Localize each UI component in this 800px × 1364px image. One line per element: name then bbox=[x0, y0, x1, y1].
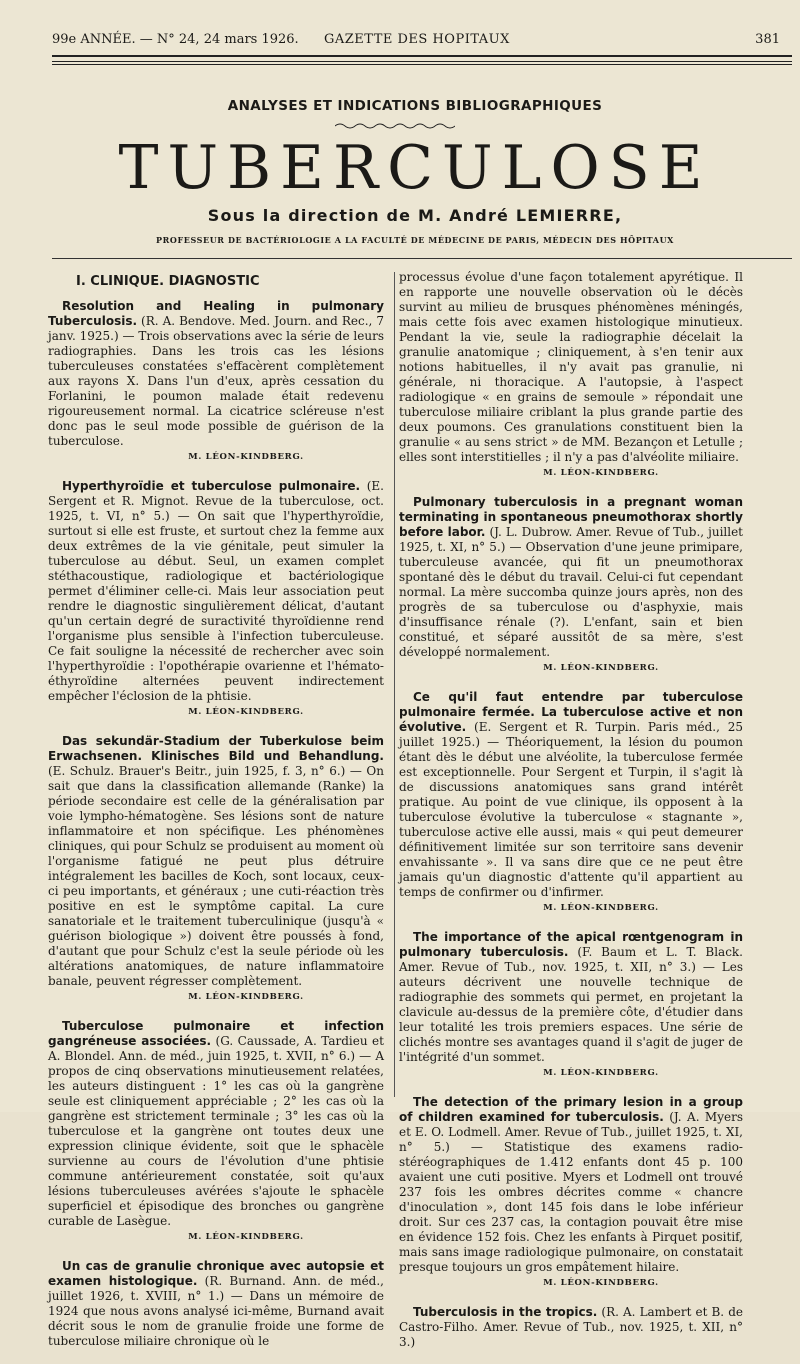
article-body: processus évolue d'une façon totalement apyrétique. Il en rapporte une nouvelle observation où le décès survint au milieu de brusques phénomènes méningés, mais cette fois avec examen histologique minutieux. Pendant la vie, seule la radiographie décelait la granulie anatomique ; cliniquement, à s'en tenir aux notions habituelles, il n'y avait pas granulie, ni générale, ni thoracique. A l'autopsie, à l'aspect radiologique « en grains de semoule » répondait une tuberculose miliaire criblant la plus grande partie des deux poumons. Ces granulations constituent bien la granulie « au sens strict » de MM. Bezançon et Letulle ; elles sont interstitielles ; il n'y a pas d'alvéolite miliaire. bbox=[399, 270, 743, 464]
article-body: (J. A. Myers et E. O. Lodmell. Amer. Revue of Tub., juillet 1925, t. XI, n° 5.) — Statistique des examens radio-stéréographiques de 1.412 enfants dont 45 p. 100 avaient une cuti positive. Myers et Lodmell ont trouvé 237 fois les ombres décrites comme « chancre d'inoculation », dont 145 fois dans le lobe inférieur droit. Sur ces 237 cas, la contagion pouvait être mise en évidence 152 fois. Chez les enfants à Pirquet positif, mais sans image radiologique pulmonaire, on constatait presque toujours un gros empâtement hilaire. bbox=[399, 1110, 743, 1274]
article-title: The importance of the apical rœntgenogram in pulmonary tuberculosis. bbox=[399, 930, 743, 959]
article bbox=[399, 270, 743, 481]
article-text bbox=[48, 1259, 384, 1349]
article-text bbox=[399, 1095, 743, 1275]
article-text bbox=[48, 734, 384, 989]
article-title: Resolution and Healing in pulmonary Tuberculosis. bbox=[48, 299, 384, 328]
article bbox=[399, 690, 743, 916]
article-body: (R. A. Lambert et B. de Castro-Filho. Amer. Revue of Tub., nov. 1925, t. XII, n° 3.) bbox=[399, 1305, 743, 1349]
article-title: Das sekundär-Stadium der Tuberkulose beim Erwachsenen. Klinisches Bild und Behandlung. bbox=[48, 734, 384, 763]
article-signature: M. LÉON-KINDBERG. bbox=[188, 992, 304, 1002]
article-body: (E. Sergent et R. Turpin. Paris méd., 25 juillet 1925.) — Théoriquement, la lésion du poumon étant dès le début une alvéolite, la tuberculose fermée est exceptionnelle. Pour Sergent et Turpin, il s'agit là de discussions anatomiques sans grand intérêt pratique. Au point de vue clinique, ils opposent à la tuberculose évolutive la tuberculose « stagnante », tuberculose active elle aussi, mais « qui peut demeurer définitivement limitée sur son territoire sans devenir envahissante ». Il va sans dire que ce ne peut être jamais qu'un diagnostic d'attente qu'il appartient au temps de confirmer ou d'infirmer. bbox=[399, 720, 743, 899]
article-text bbox=[399, 495, 743, 660]
article bbox=[399, 1095, 743, 1291]
wavy-divider bbox=[335, 122, 455, 130]
article-title: Hyperthyroïdie et tuberculose pulmonaire. bbox=[62, 479, 361, 493]
left-column bbox=[48, 270, 384, 1363]
article-body: (J. L. Dubrow. Amer. Revue of Tub., juillet 1925, t. XI, n° 5.) — Observation d'une jeune primipare, tuberculeuse avancée, qui fit un pneumothorax spontané dès le début du travail. Celui-ci fut cependant normal. La mère succomba quinze jours après, non des progrès de sa tuberculose ou d'asphyxie, mais d'insuffisance rénale (?). L'enfant, sain et bien constitué, et séparé aussitôt de sa mère, s'est développé normalement. bbox=[399, 525, 743, 659]
article-signature: M. LÉON-KINDBERG. bbox=[543, 468, 659, 478]
issue-info: 99e ANNÉE. — N° 24, 24 mars 1926. bbox=[52, 32, 299, 47]
section-title: ANALYSES ET INDICATIONS BIBLIOGRAPHIQUES bbox=[227, 98, 603, 114]
article-title: Tuberculosis in the tropics. bbox=[413, 1305, 598, 1319]
article-signature: M. LÉON-KINDBERG. bbox=[543, 1068, 659, 1078]
article-body: (E. Schulz. Brauer's Beitr., juin 1925, f. 3, n° 6.) — On sait que dans la classification allemande (Ranke) la période secondaire est celle de la généralisation par voie lympho-hématogène. Ses lésions sont de nature inflammatoire et non spécifique. Les phénomènes cliniques, qui pour Schulz se produisent au moment où l'organisme fatigué ne peut plus détruire intégralement les bacilles de Koch, sont locaux, ceux-ci peu importants, et généraux ; une cuti-réaction très positive en est le symptôme capital. La cure sanatoriale et le traitement tuberculinique (jusqu'à « guérison biologique ») doivent être poussés à fond, d'autant que pour Schulz c'est la seule période où les altérations anatomiques, de nature inflammatoire banale, peuvent régresser complètement. bbox=[48, 764, 384, 988]
article bbox=[48, 1019, 384, 1245]
article-signature: M. LÉON-KINDBERG. bbox=[543, 1278, 659, 1288]
article bbox=[399, 930, 743, 1081]
editor-line: Sous la direction de M. André LEMIERRE, bbox=[207, 206, 623, 225]
article-body: (E. Sergent et R. Mignot. Revue de la tuberculose, oct. 1925, t. VI, n° 5.) — On sait que l'hyperthyroïdie, surtout si elle est fruste, et surtout chez la femme aux deux extrêmes de la vie génitale, peut simuler la tuberculose au début. Seul, un examen complet stéthacoustique, radiologique et bactériologique permet d'éliminer celle-ci. Mais leur association peut rendre le diagnostic singulièrement délicat, d'autant qu'un certain degré de suractivité thyroïdienne rend l'organisme plus sensible à l'infection tuberculeuse. Ce fait souligne la nécessité de rechercher avec soin l'hyperthyroïdie : l'opothérapie ovarienne et l'hémato-éthyroïdine alternées peuvent indirectement empêcher l'éclosion de la phtisie. bbox=[48, 479, 384, 703]
article-text bbox=[48, 1019, 384, 1229]
article-text bbox=[399, 270, 743, 465]
title-rule bbox=[52, 258, 792, 259]
article-title: Pulmonary tuberculosis in a pregnant woman terminating in spontaneous pneumothorax shortly before labor. bbox=[399, 495, 743, 539]
article bbox=[399, 495, 743, 676]
main-title: TUBERCULOSE bbox=[118, 133, 712, 203]
article bbox=[399, 1305, 743, 1350]
article-title: Un cas de granulie chronique avec autopsie et examen histologique. bbox=[48, 1259, 384, 1288]
article bbox=[48, 299, 384, 465]
article bbox=[48, 479, 384, 720]
header-rule bbox=[52, 55, 792, 57]
article-title: Tuberculose pulmonaire et infection gangréneuse associées. bbox=[48, 1019, 384, 1048]
article-body: (F. Baum et L. T. Black. Amer. Revue of Tub., nov. 1925, t. XII, n° 3.) — Les auteurs décrivent une nouvelle technique de radiographie des sommets qui permet, en projetant la clavicule au-dessus de la première côte, d'étudier dans leur totalité les trois premiers espaces. Une série de clichés montre ses avantages quand il s'agit de juger de l'intégrité d'un sommet. bbox=[399, 945, 743, 1064]
article-text bbox=[399, 1305, 743, 1350]
article-body: (R. A. Bendove. Med. Journ. and Rec., 7 janv. 1925.) — Trois observations avec la série de leurs radiographies. Dans les trois cas les lésions tuberculeuses constatées s'effacèrent complètement aux rayons X. Dans l'un d'eux, après cessation du Forlanini, le poumon malade était redevenu rigoureusement normal. La cicatrice scléreuse n'est donc pas le seul mode possible de guérison de la tuberculose. bbox=[48, 314, 384, 448]
article-text bbox=[48, 479, 384, 704]
article bbox=[48, 734, 384, 1005]
journal-name: GAZETTE DES HOPITAUX bbox=[324, 32, 510, 47]
article-signature: M. LÉON-KINDBERG. bbox=[188, 452, 304, 462]
editor-affiliation: PROFESSEUR DE BACTÉRIOLOGIE A LA FACULTÉ DE MÉDECINE DE PARIS, MÉDECIN DES HÔPITAUX bbox=[156, 235, 674, 245]
running-header bbox=[52, 30, 780, 52]
article-signature: M. LÉON-KINDBERG. bbox=[188, 707, 304, 717]
article-body: (G. Caussade, A. Tardieu et A. Blondel. Ann. de méd., juin 1925, t. XVII, n° 6.) — A propos de cinq observations minutieusement relatées, les auteurs distinguent : 1° les cas où la gangrène seule est cliniquement appréciable ; 2° les cas où la gangrène est strictement terminale ; 3° les cas où la tuberculose et la gangrène ont toutes deux une expression clinique évidente, soit que le sphacèle survienne au cours de l'évolution d'une phtisie commune antérieurement constatée, soit qu'aux lésions tuberculeuses avérées s'ajoute le sphacèle superficiel et épisodique des bronches ou gangrène curable de Lasègue. bbox=[48, 1034, 384, 1228]
article-signature: M. LÉON-KINDBERG. bbox=[188, 1232, 304, 1242]
article-title: Ce qu'il faut entendre par tuberculose pulmonaire fermée. La tuberculose active et non évolutive. bbox=[399, 690, 743, 734]
subsection-heading: I. CLINIQUE. DIAGNOSTIC bbox=[76, 274, 260, 289]
article-body: (R. Burnand. Ann. de méd., juillet 1926, t. XVIII, n° 1.) — Dans un mémoire de 1924 que nous avons analysé ici-même, Burnand avait décrit sous le nom de granulie froide une forme de tuberculose miliaire chronique où le bbox=[48, 1274, 384, 1348]
right-column bbox=[399, 270, 743, 1364]
article-text bbox=[48, 299, 384, 449]
article bbox=[48, 1259, 384, 1349]
article-title: The detection of the primary lesion in a group of children examined for tuberculosis. bbox=[399, 1095, 743, 1124]
column-separator bbox=[394, 272, 395, 1097]
header-rule bbox=[52, 64, 792, 65]
article-signature: M. LÉON-KINDBERG. bbox=[543, 903, 659, 913]
article-text bbox=[399, 930, 743, 1065]
article-text bbox=[399, 690, 743, 900]
page-number: 381 bbox=[755, 32, 780, 47]
header-rule bbox=[52, 61, 792, 62]
article-signature: M. LÉON-KINDBERG. bbox=[543, 663, 659, 673]
